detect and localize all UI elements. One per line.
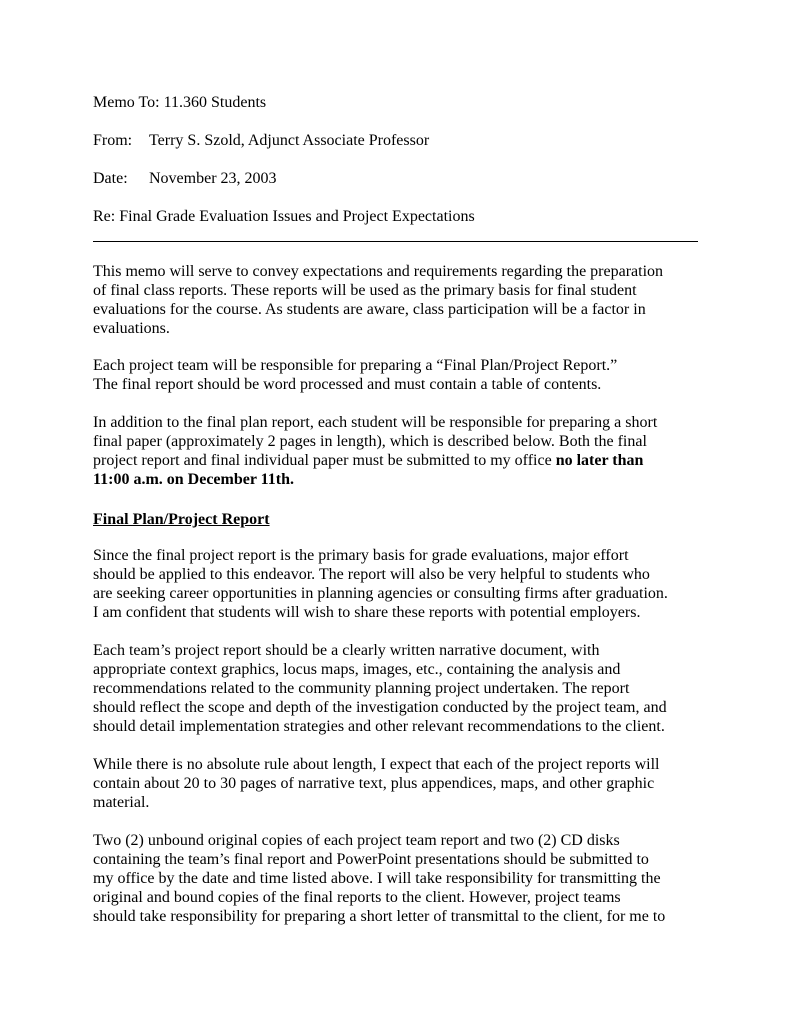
paragraph-individual-paper	[93, 414, 703, 490]
paragraph-line: are seeking career opportunities in planning agencies or consulting firms after graduation.	[93, 584, 668, 602]
paragraph-line: Since the final project report is the primary basis for grade evaluations, major effort	[93, 547, 629, 564]
paragraph-team-report	[93, 357, 703, 395]
memo-subject: Re: Final Grade Evaluation Issues and Project Expectations	[93, 208, 475, 225]
deadline-date: 11:00 a.m. on December 11th.	[93, 470, 295, 488]
paragraph-submission	[93, 832, 703, 927]
paragraph-line: appropriate context graphics, locus maps, images, etc., containing the analysis and	[93, 660, 621, 678]
paragraph-line: evaluations.	[93, 319, 170, 337]
paragraph-line: Two (2) unbound original copies of each project team report and two (2) CD disks	[93, 832, 620, 849]
memo-to: Memo To: 11.360 Students	[93, 94, 267, 111]
paragraph-line: Each project team will be responsible for preparing a “Final Plan/Project Report.”	[93, 357, 618, 374]
paragraph-line: recommendations related to the community planning project undertaken. The report	[93, 679, 630, 697]
paragraph-line: contain about 20 to 30 pages of narrative text, plus appendices, maps, and other graphic	[93, 774, 655, 792]
paragraph-line: material.	[93, 793, 150, 811]
paragraph-line: This memo will serve to convey expectations and requirements regarding the preparation	[93, 263, 664, 280]
paragraph-line: should detail implementation strategies and other relevant recommendations to the client.	[93, 717, 665, 735]
paragraph-line: While there is no absolute rule about length, I expect that each of the project reports will	[93, 756, 660, 773]
paragraph-line: my office by the date and time listed above. I will take responsibility for transmitting the	[93, 869, 661, 887]
memo-date-value: November 23, 2003	[149, 170, 277, 187]
deadline-emphasis: no later than	[555, 451, 644, 469]
paragraph-line: of final class reports. These reports will be used as the primary basis for final student	[93, 281, 637, 299]
paragraph-line: evaluations for the course. As students are aware, class participation will be a factor in	[93, 300, 646, 318]
paragraph-line: I am confident that students will wish to share these reports with potential employers.	[93, 603, 641, 621]
paragraph-line: Each team’s project report should be a clearly written narrative document, with	[93, 642, 600, 659]
paragraph-length	[93, 756, 703, 813]
paragraph-line: should be applied to this endeavor. The report will also be very helpful to students who	[93, 565, 650, 583]
deadline-lead-text: project report and final individual paper must be submitted to my office	[93, 451, 556, 469]
paragraph-line: original and bound copies of the final reports to the client. However, project teams	[93, 888, 621, 906]
memo-date-label: Date:	[93, 170, 128, 187]
paragraph-line: should take responsibility for preparing a short letter of transmittal to the client, for me to	[93, 907, 666, 925]
paragraph-primary-basis	[93, 547, 703, 623]
header-divider	[93, 241, 698, 242]
section-heading-final-report: Final Plan/Project Report	[93, 511, 270, 528]
memo-from-value: Terry S. Szold, Adjunct Associate Professor	[149, 132, 430, 149]
paragraph-line: final paper (approximately 2 pages in length), which is described below. Both the final	[93, 432, 647, 450]
paragraph-line	[93, 452, 703, 471]
paragraph-line: should reflect the scope and depth of the investigation conducted by the project team, and	[93, 698, 667, 716]
paragraph-intro	[93, 263, 703, 339]
paragraph-report-content	[93, 642, 703, 737]
paragraph-line: containing the team’s final report and PowerPoint presentations should be submitted to	[93, 850, 649, 868]
memo-from-label: From:	[93, 132, 133, 149]
paragraph-line: The final report should be word processed and must contain a table of contents.	[93, 375, 602, 393]
paragraph-line: In addition to the final plan report, each student will be responsible for preparing a short	[93, 414, 658, 431]
